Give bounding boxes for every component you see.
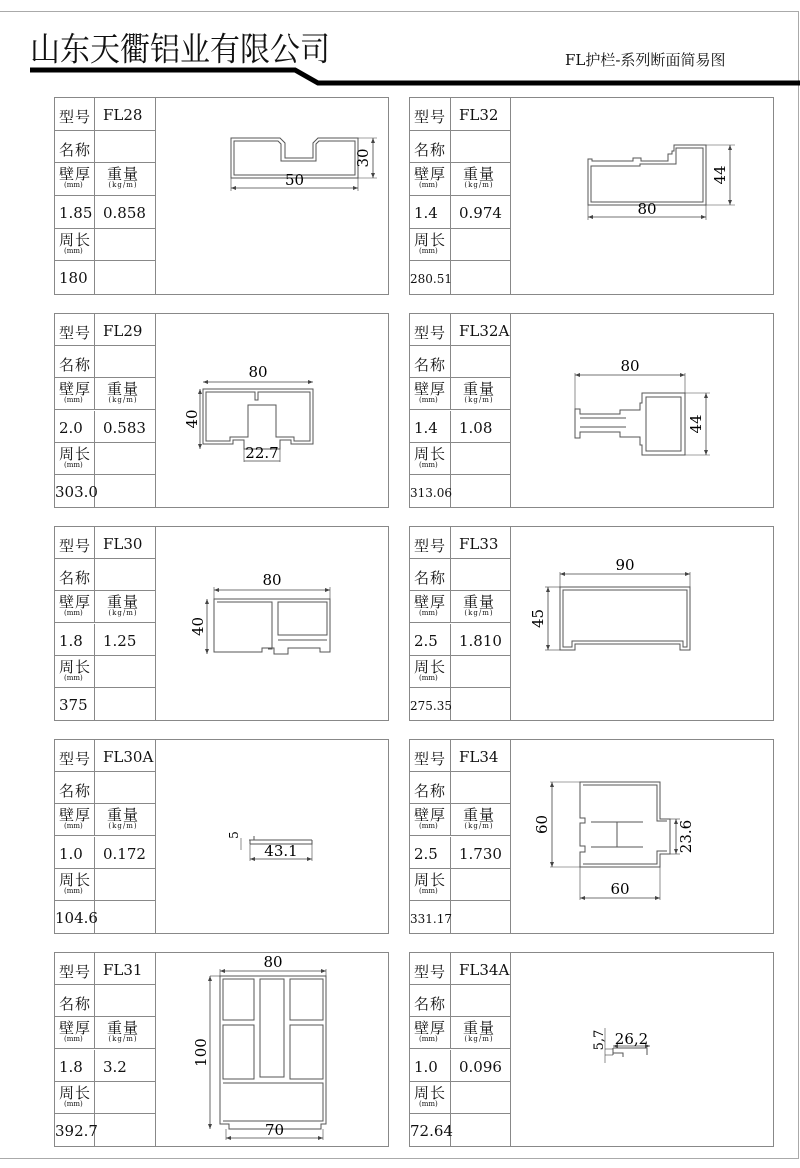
name-label: 名称: [59, 995, 92, 1014]
model-value: FL33: [459, 535, 499, 553]
company-name: 山东天衢铝业有限公司: [30, 30, 330, 70]
profile-panel-fl31: [54, 952, 389, 1147]
profile-section-svg: [155, 314, 388, 507]
perimeter-value: 375: [59, 695, 88, 714]
profile-section-svg: [510, 740, 773, 933]
thickness-value: 1.8: [59, 1057, 83, 1076]
weight-label: 重量 (kg/m): [107, 806, 140, 831]
name-label: 名称: [414, 782, 447, 801]
weight-value: 0.974: [459, 204, 502, 222]
name-label: 名称: [414, 995, 447, 1014]
weight-label: 重量 (kg/m): [463, 593, 496, 618]
cross-section-drawing: [510, 314, 773, 507]
weight-label: 重量 (kg/m): [463, 380, 496, 405]
thickness-value: 2.0: [59, 418, 83, 437]
row-headers: [55, 591, 155, 623]
profile-panel-fl30a: [54, 739, 389, 934]
perimeter-label: 周长 (mm): [59, 444, 92, 469]
row-perimeter-value: [55, 901, 155, 933]
row-model: [55, 527, 155, 559]
name-label: 名称: [414, 569, 447, 588]
perimeter-label: 周长 (mm): [414, 657, 447, 682]
profile-section-svg: [155, 740, 388, 933]
svg-text:60: 60: [533, 814, 551, 835]
svg-text:60: 60: [610, 880, 630, 898]
row-values: [410, 837, 510, 869]
svg-text:5: 5: [227, 831, 241, 839]
row-name: [55, 985, 155, 1017]
profile-panel-fl32: [409, 97, 774, 295]
row-perimeter: [410, 443, 510, 475]
row-model: [55, 98, 155, 131]
thickness-label: 壁厚 (mm): [59, 380, 92, 405]
cross-section-drawing: [510, 527, 773, 720]
cross-section-drawing: [155, 527, 388, 720]
row-model: [55, 314, 155, 346]
perimeter-label: 周长 (mm): [414, 444, 447, 469]
row-model: [410, 314, 510, 346]
cross-section-drawing: [155, 953, 388, 1146]
profile-panel-fl30: [54, 526, 389, 721]
perimeter-label: 周长 (mm): [59, 870, 92, 895]
cross-section-drawing: [510, 953, 773, 1146]
row-headers: [55, 163, 155, 196]
model-value: FL34: [459, 748, 499, 766]
row-name: [410, 985, 510, 1017]
spec-table: [410, 314, 511, 507]
row-values: [410, 411, 510, 443]
svg-text:40: 40: [183, 409, 201, 429]
model-label: 型号: [414, 108, 447, 126]
thickness-value: 1.0: [59, 844, 83, 863]
weight-label: 重量 (kg/m): [463, 1019, 496, 1044]
row-values: [55, 624, 155, 656]
name-label: 名称: [59, 782, 92, 801]
cross-section-drawing: [155, 314, 388, 507]
model-label: 型号: [414, 750, 447, 768]
model-value: FL32: [459, 106, 499, 124]
weight-label: 重量 (kg/m): [463, 165, 496, 190]
thickness-value: 2.5: [414, 631, 438, 650]
model-label: 型号: [59, 537, 92, 555]
perimeter-value: 275.35: [410, 698, 452, 713]
row-headers: [410, 378, 510, 410]
spec-table: [55, 527, 156, 720]
thickness-value: 1.4: [414, 204, 438, 222]
row-perimeter: [55, 229, 155, 262]
row-values: [410, 1050, 510, 1082]
model-value: FL34A: [459, 961, 510, 979]
svg-text:30: 30: [354, 148, 372, 168]
thickness-label: 壁厚 (mm): [59, 165, 92, 190]
profile-panel-fl29: [54, 313, 389, 508]
row-name: [55, 346, 155, 378]
row-perimeter-value: [410, 475, 510, 507]
thickness-label: 壁厚 (mm): [59, 806, 92, 831]
perimeter-value: 180: [59, 269, 88, 288]
thickness-label: 壁厚 (mm): [59, 593, 92, 618]
row-headers: [55, 804, 155, 836]
svg-text:22.7: 22.7: [245, 444, 279, 462]
weight-value: 1.25: [103, 631, 137, 650]
row-model: [410, 953, 510, 985]
profile-section-svg: [510, 98, 773, 294]
weight-value: 1.08: [459, 418, 493, 437]
row-perimeter: [55, 443, 155, 475]
svg-text:80: 80: [248, 363, 268, 381]
thickness-value: 1.4: [414, 418, 438, 437]
thickness-label: 壁厚 (mm): [414, 380, 447, 405]
name-label: 名称: [414, 356, 447, 375]
profile-panel-fl28: [54, 97, 389, 295]
row-perimeter: [410, 656, 510, 688]
row-values: [410, 196, 510, 229]
row-perimeter: [410, 1082, 510, 1114]
weight-label: 重量 (kg/m): [463, 806, 496, 831]
row-values: [410, 624, 510, 656]
row-perimeter: [55, 869, 155, 901]
perimeter-value: 331.17: [410, 911, 452, 926]
weight-value: 1.730: [459, 844, 502, 863]
perimeter-value: 303.0: [55, 482, 98, 501]
weight-value: 0.858: [103, 204, 146, 222]
row-name: [410, 346, 510, 378]
model-label: 型号: [414, 537, 447, 555]
weight-value: 0.583: [103, 418, 146, 437]
row-headers: [55, 1017, 155, 1049]
row-model: [55, 740, 155, 772]
thickness-value: 1.8: [59, 631, 83, 650]
row-headers: [410, 1017, 510, 1049]
svg-text:23.6: 23.6: [677, 819, 695, 854]
svg-text:50: 50: [284, 171, 305, 189]
row-name: [410, 772, 510, 804]
row-values: [55, 837, 155, 869]
perimeter-value: 392.7: [55, 1121, 98, 1140]
name-label: 名称: [59, 140, 92, 159]
thickness-label: 壁厚 (mm): [414, 1019, 447, 1044]
svg-text:45: 45: [529, 608, 547, 629]
row-perimeter-value: [55, 261, 155, 294]
thickness-value: 2.5: [414, 844, 438, 863]
spec-table: [410, 953, 511, 1146]
profile-panel-fl32a: [409, 313, 774, 508]
svg-text:80: 80: [262, 571, 282, 589]
row-model: [410, 740, 510, 772]
thickness-label: 壁厚 (mm): [414, 165, 447, 190]
model-value: FL32A: [459, 322, 510, 340]
spec-table: [55, 314, 156, 507]
svg-text:40: 40: [189, 616, 207, 637]
row-name: [55, 131, 155, 164]
profile-panel-fl33: [409, 526, 774, 721]
svg-text:5,7: 5,7: [592, 1029, 607, 1051]
row-perimeter-value: [55, 1114, 155, 1146]
perimeter-label: 周长 (mm): [59, 1083, 92, 1108]
row-name: [410, 559, 510, 591]
perimeter-label: 周长 (mm): [59, 657, 92, 682]
header-divider: [0, 62, 800, 88]
spec-table: [410, 527, 511, 720]
model-label: 型号: [414, 963, 447, 981]
model-value: FL28: [103, 106, 143, 124]
profile-section-svg: [155, 98, 388, 294]
cross-section-drawing: [155, 98, 388, 294]
model-label: 型号: [414, 324, 447, 342]
perimeter-value: 104.6: [55, 908, 98, 927]
cross-section-drawing: [510, 740, 773, 933]
svg-text:80: 80: [263, 953, 283, 971]
weight-value: 0.172: [103, 844, 146, 863]
row-perimeter-value: [55, 475, 155, 507]
page-subtitle: FL护栏-系列断面简易图: [565, 51, 726, 69]
row-name: [410, 131, 510, 164]
weight-value: 3.2: [103, 1057, 127, 1076]
spec-table: [55, 740, 156, 933]
model-value: FL31: [103, 961, 143, 979]
svg-text:43.1: 43.1: [264, 842, 298, 860]
profile-section-svg: [155, 953, 388, 1146]
perimeter-label: 周长 (mm): [414, 1083, 447, 1108]
profile-section-svg: [155, 527, 388, 720]
weight-label: 重量 (kg/m): [107, 1019, 140, 1044]
perimeter-label: 周长 (mm): [414, 870, 447, 895]
profile-panel-fl34: [409, 739, 774, 934]
model-label: 型号: [59, 108, 92, 126]
spec-table: [410, 98, 511, 294]
row-model: [410, 98, 510, 131]
row-values: [55, 196, 155, 229]
row-perimeter: [410, 869, 510, 901]
thickness-label: 壁厚 (mm): [414, 593, 447, 618]
row-name: [55, 772, 155, 804]
row-perimeter-value: [410, 1114, 510, 1146]
row-headers: [410, 804, 510, 836]
row-headers: [410, 163, 510, 196]
thickness-label: 壁厚 (mm): [59, 1019, 92, 1044]
weight-label: 重量 (kg/m): [107, 165, 140, 190]
name-label: 名称: [59, 356, 92, 375]
row-headers: [410, 591, 510, 623]
model-value: FL30: [103, 535, 143, 553]
svg-text:70: 70: [264, 1121, 285, 1139]
profile-section-svg: [510, 953, 773, 1146]
row-model: [55, 953, 155, 985]
name-label: 名称: [414, 140, 447, 159]
spec-table: [55, 953, 156, 1146]
model-value: FL29: [103, 322, 143, 340]
profile-section-svg: [510, 527, 773, 720]
name-label: 名称: [59, 569, 92, 588]
row-perimeter-value: [410, 901, 510, 933]
model-label: 型号: [59, 324, 92, 342]
svg-text:90: 90: [615, 556, 635, 574]
thickness-value: 1.0: [414, 1057, 438, 1076]
svg-text:80: 80: [620, 357, 640, 375]
perimeter-value: 313.06: [410, 485, 452, 500]
row-perimeter-value: [55, 688, 155, 720]
thickness-value: 1.85: [59, 204, 93, 222]
cross-section-drawing: [155, 740, 388, 933]
row-headers: [55, 378, 155, 410]
row-perimeter-value: [410, 261, 510, 294]
weight-value: 0.096: [459, 1057, 502, 1076]
spec-table: [410, 740, 511, 933]
row-model: [410, 527, 510, 559]
perimeter-value: 280.51: [410, 272, 452, 287]
profile-section-svg: [510, 314, 773, 507]
model-label: 型号: [59, 963, 92, 981]
profile-panel-fl34a: [409, 952, 774, 1147]
svg-text:100: 100: [192, 1038, 210, 1067]
perimeter-value: 72.64: [410, 1121, 453, 1140]
row-values: [55, 1050, 155, 1082]
perimeter-label: 周长 (mm): [414, 230, 447, 255]
svg-text:80: 80: [637, 200, 657, 218]
cross-section-drawing: [510, 98, 773, 294]
model-label: 型号: [59, 750, 92, 768]
row-perimeter-value: [410, 688, 510, 720]
spec-table: [55, 98, 156, 294]
model-value: FL30A: [103, 748, 154, 766]
svg-text:44: 44: [711, 165, 729, 185]
row-perimeter: [55, 1082, 155, 1114]
svg-text:44: 44: [687, 414, 705, 434]
svg-text:26,2: 26,2: [614, 1030, 649, 1048]
perimeter-label: 周长 (mm): [59, 230, 92, 255]
weight-value: 1.810: [459, 631, 502, 650]
weight-label: 重量 (kg/m): [107, 380, 140, 405]
thickness-label: 壁厚 (mm): [414, 806, 447, 831]
row-name: [55, 559, 155, 591]
weight-label: 重量 (kg/m): [107, 593, 140, 618]
row-perimeter: [410, 229, 510, 262]
row-values: [55, 411, 155, 443]
row-perimeter: [55, 656, 155, 688]
